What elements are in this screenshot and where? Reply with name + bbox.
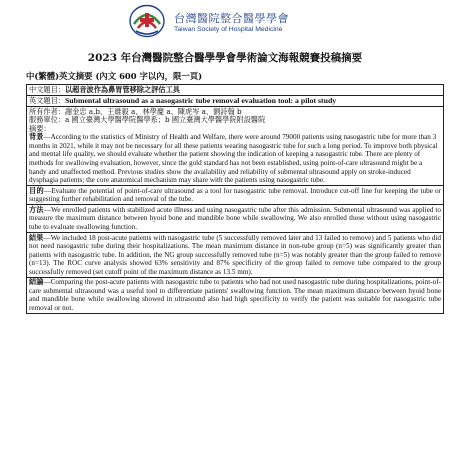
affiliation-label: 服務單位： (29, 115, 65, 125)
org-name-chinese: 台灣醫院整合醫學學會 (174, 12, 289, 25)
authors-label: 所有作者： (29, 106, 65, 116)
abstract-body-label: 摘要： (29, 123, 51, 133)
aim-label: 目的 (29, 186, 44, 195)
row-authors (27, 107, 444, 186)
cell-authors (27, 107, 444, 186)
row-english-title (27, 95, 444, 107)
result-label: 結果 (29, 233, 44, 242)
row-aim (27, 186, 444, 205)
document-title: 2023 年台灣醫院整合醫學學會學術論文海報競賽投稿摘要 (87, 52, 363, 64)
english-title-label: 英文題目： (29, 96, 65, 106)
method-label: 方法 (29, 205, 44, 214)
background-text: —According to the statistics of Ministry of Health and Welfare, there were around 79000 patients using nasogastric tube for more than 3 months in 2021, while it may not be necessary for all these patients wearing nasogastric tube for such a long period. To improve both physical and mental life quality, we should evaluate whether the patient showing the indication of keeping a nasogastric tube. There are plenty of methods for swallowing evaluation, however, since the gold standard has not been established, using point-of-care ultrasound might be a handy and unaffected method. Previous studies show the availability and reliability of submental ultrasound apply on stroke-induced dysphagia patients; the core anatomical mechanism may share with the patients using nasogastric tube. (29, 133, 438, 185)
authors: 謝金忠 a,b、王維毅 a、林學慶 a、陳虎岑 a、劉詩翰 b (64, 106, 242, 116)
result-text: —We included 18 post-acute patients with nasogastric tube (5 successfully removed later and 13 failed to remove) and 5 patients who did not need nasogastric tube during their hospitalizations. The mean maximum distance in non-tube group (n=5) was significantly greater than patients with nasogastric tube. In addition, the NG group successfully removed tube (n=5) was notably greater than the group failed to remove (n=13). The ROC curve analysis showed 63% sensitivity and 87% specificity of the group failed to remove tube compared to the group successfully removed (set cutoff point of the maximum distance as 13.5 mm). (29, 233, 441, 276)
english-title: Submental ultrasound as a nasogastric tube removal evaluation tool: a pilot study (64, 96, 337, 106)
abstract-table (26, 84, 444, 314)
conclusion-text: —Comparing the post-acute patients with nasogastric tube to patients who had not used nasogastric tube during hospitalizations, point-of-care submental ultrasound was a useful tool to differentiate patients' swallowing function. The mean maximum distance between hyoid bone and mandible bone while swallowing showed in ultrasound also had high specificity to verify the patient was suitable for nasogastric tube removal or not. (29, 278, 441, 312)
row-chinese-title (27, 85, 444, 96)
society-logo (128, 4, 328, 38)
method-text: —We enrolled patients with stabilized acute illness and using nasogastric tube after this admission. Submental ultrasound was applied to measure the maximum distance between hyoid bone and mandible bone while swallowing. We also enrolled those without using nasogastric tube to evaluate swallowing function. (29, 205, 441, 231)
org-name-english: Taiwan Society of Hospital Medicine (174, 26, 283, 33)
cell-chinese-title (27, 85, 444, 96)
document-subtitle: 中(繁體)英文摘要 (內文 600 字以內，限一頁) (26, 71, 203, 81)
cell-method (27, 205, 444, 233)
society-emblem-icon (128, 4, 166, 38)
chinese-title: 以超音波作為鼻胃管移除之評估工具 (64, 84, 180, 94)
chinese-title-label: 中文題目： (29, 84, 65, 94)
cell-english-title (27, 95, 444, 107)
cell-aim (27, 186, 444, 205)
cell-result (27, 233, 444, 278)
row-method (27, 205, 444, 233)
row-result (27, 233, 444, 278)
background-label: 背景 (29, 133, 44, 142)
conclusion-label: 結論 (29, 278, 44, 287)
cell-conclusion (27, 277, 444, 313)
aim-text: —Evaluate the potential of point-of-care ultrasound as a tool for nasogastric tube removal. Introduce cut-off line for keeping the tube or suggesting further rehabilitation and removal of the tube. (29, 186, 441, 204)
row-conclusion (27, 277, 444, 313)
affiliation: a 國立臺灣大學醫學院醫學系；b 國立臺灣大學醫學院附設醫院 (64, 115, 266, 125)
background-section (29, 133, 438, 184)
